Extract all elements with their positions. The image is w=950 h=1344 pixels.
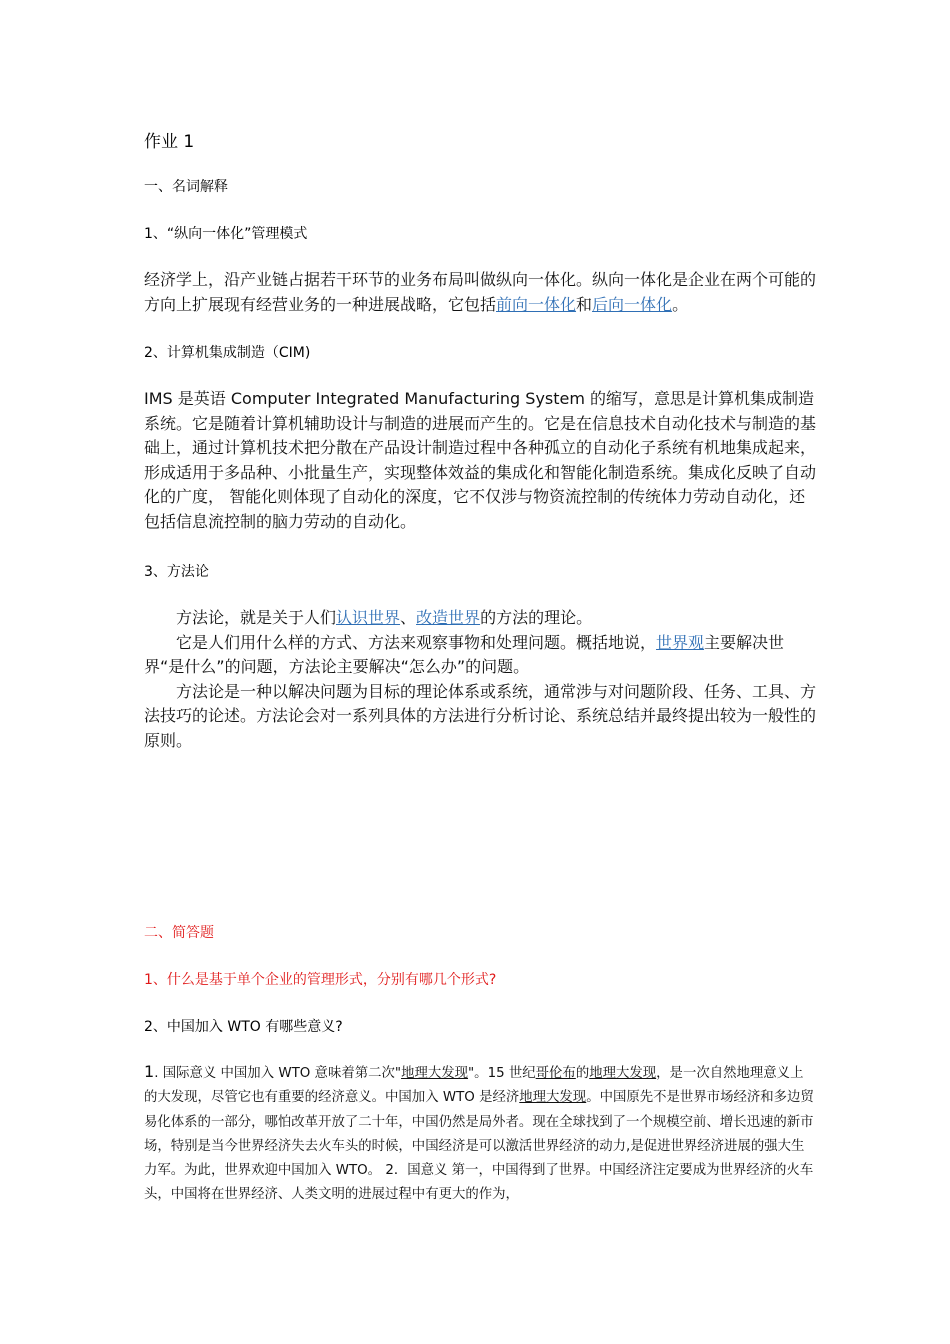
term-3-p2-post: 主要解决世界“是什么”的问题，方法论主要解决“怎么办”的问题。: [144, 632, 785, 677]
term-3-paragraph-1: [144, 606, 816, 631]
term-1-body: [144, 268, 816, 317]
short-answer-q2-body: [144, 1060, 816, 1208]
term-1-and: 和: [576, 294, 593, 314]
link-change-world[interactable]: 改造世界: [416, 608, 481, 627]
answer-text-a: . 国际意义 中国加入 WTO 意味着第二次": [154, 1066, 402, 1081]
link-know-world[interactable]: 认识世界: [336, 608, 401, 627]
document-title: 作业 1: [144, 132, 195, 152]
answer-text-e: 。中国原先不是世界市场经济和多边贸易化体系的一部分，哪怕改革开放了二十年，中国仍然是局外者。现在全球找到了一个规模空前、增长迅速的新市场，特别是当今世界经济失去火车头的时候，中国经济是可以激活世界经济的动力,是促进世界经济进展的强大生力军。为此，世界欢迎中国加入 WTO。 2．国意义 第一，中国得到了世界。中国经济注定要成为世界经济的火车头，中国将在世界经济、人类文明的进展过程中有更大的作为，: [144, 1090, 814, 1203]
link-backward-integration[interactable]: 后向一体化: [592, 294, 673, 314]
term-2-body: IMS 是英语 Computer Integrated Manufacturing System 的缩写，意思是计算机集成制造系统。它是随着计算机辅助设计与制造的进展而产生的。它是在信息技术自动化技术与制造的基础上，通过计算机技术把分散在产品设计制造过程中各种孤立的自动化子系统有机地集成起来，形成适用于多品种、小批量生产，实现整体效益的集成化和智能化制造系统。集成化反映了自动化的广度， 智能化则体现了自动化的深度，它不仅涉与物资流控制的传统体力劳动自动化，还包括信息流控制的脑力劳动的自动化。: [144, 389, 817, 531]
term-1-end: 。: [672, 294, 689, 314]
term-3-body: [144, 606, 816, 754]
answer-text-b: "。15 世纪: [468, 1066, 536, 1081]
short-answer-q2: 2、中国加入 WTO 有哪些意义?: [144, 1019, 343, 1035]
answer-underlined-2: 哥伦布: [535, 1066, 576, 1081]
answer-underlined-3: 地理大发现: [589, 1066, 657, 1081]
answer-text-d: ，是一次自然地理意义上的大发现，尽管它也有重要的经济意义。中国加入 WTO 是经济: [144, 1066, 804, 1106]
answer-number: 1: [144, 1062, 155, 1081]
term-3-paragraph-3: 方法论是一种以解决问题为目标的理论体系或系统，通常涉与对问题阶段、任务、工具、方法技巧的论述。方法论会对一系列具体的方法进行分析讨论、系统总结并最终提出较为一般性的原则。: [144, 681, 817, 750]
term-3-heading: 3、方法论: [144, 564, 209, 580]
term-2-heading: 2、计算机集成制造（CIM): [144, 345, 311, 361]
answer-underlined-4: 地理大发现: [519, 1090, 587, 1106]
term-1-heading: 1、“纵向一体化”管理模式: [144, 226, 308, 242]
section-heading-short-answer: 二、简答题: [144, 925, 214, 941]
term-1-text: 经济学上，沿产业链占据若干环节的业务布局叫做纵向一体化。纵向一体化是企业在两个可能的方向上扩展现有经营业务的一种进展战略，它包括: [144, 270, 817, 314]
answer-text-c: 的: [575, 1066, 590, 1081]
link-worldview[interactable]: 世界观: [656, 632, 705, 652]
term-3-p2-text: 它是人们用什么样的方式、方法来观察事物和处理问题。概括地说，: [176, 632, 657, 652]
term-3-p1-post: 的方法的理论。: [480, 608, 593, 627]
term-3-paragraph-2: [144, 631, 816, 680]
section-heading-terms: 一、名词解释: [144, 179, 228, 195]
term-3-p1-text: 方法论，就是关于人们: [176, 608, 337, 627]
link-forward-integration[interactable]: 前向一体化: [496, 294, 577, 314]
answer-underlined-1: 地理大发现: [401, 1066, 469, 1081]
short-answer-q1: 1、什么是基于单个企业的管理形式，分别有哪几个形式?: [144, 972, 497, 988]
term-3-p1-sep: 、: [400, 608, 417, 627]
